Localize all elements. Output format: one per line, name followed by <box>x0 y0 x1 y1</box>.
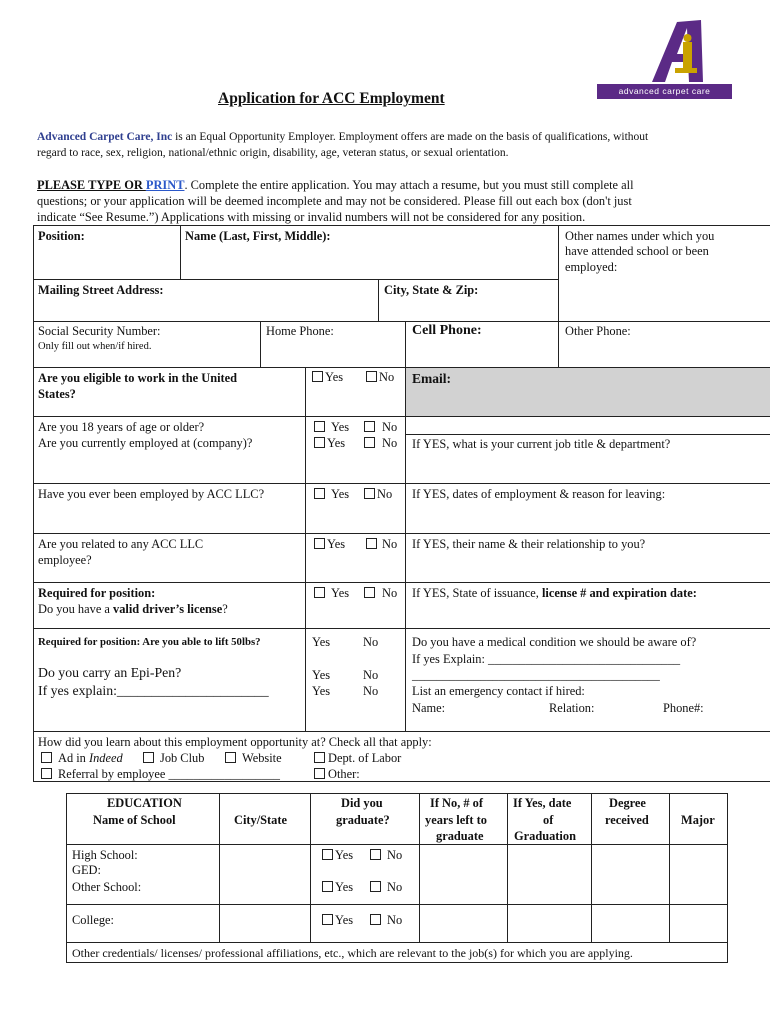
edu-header-years-left-3: graduate <box>436 829 484 843</box>
epipen-yes-label-1[interactable]: Yes <box>312 668 331 682</box>
edu-header-graduation-3: Graduation <box>514 829 576 843</box>
ad-in-text: Ad in <box>58 751 89 765</box>
instructions-line-2: questions; or your application will be deemed incomplete and may not be considered. Please fill out each box (don't just <box>37 194 632 208</box>
employed-now-followup: If YES, what is your current job title & department? <box>412 437 671 451</box>
city-state-zip-input-area[interactable] <box>380 298 557 320</box>
employed-acc-no-checkbox[interactable] <box>364 488 375 499</box>
mailing-address-label: Mailing Street Address: <box>38 283 164 297</box>
eeo-line-1: is an Equal Opportunity Employer. Employment offers are made on the basis of qualifications, without <box>172 131 649 143</box>
epipen-no-label-2[interactable]: No <box>363 684 379 698</box>
print-link[interactable]: PRINT <box>145 178 185 192</box>
other-source-checkbox[interactable] <box>314 768 325 779</box>
employed-now-yes-checkbox[interactable] <box>314 437 325 448</box>
job-club-label: Job Club <box>160 751 205 765</box>
college-graduate-no-label: No <box>387 913 403 927</box>
related-no-label: No <box>382 537 398 551</box>
license-followup <box>412 585 697 601</box>
other-graduate-yes-checkbox[interactable] <box>322 881 333 892</box>
edu-footer-credentials: Other credentials/ licenses/ professional affiliations, etc., which are relevant to the job(s) for which you are applying. <box>72 946 633 960</box>
indeed-text: Indeed <box>88 751 123 765</box>
other-names-label-1: Other names under which you <box>565 229 715 243</box>
edu-header-graduate: graduate? <box>336 813 390 827</box>
other-names-label-2: have attended school or been <box>565 244 709 258</box>
hs-graduate-yes-label: Yes <box>335 848 354 862</box>
eligible-no-label: No <box>379 370 395 384</box>
employed-acc-question: Have you ever been employed by ACC LLC? <box>38 487 265 501</box>
edu-header-education: EDUCATION <box>107 796 182 810</box>
emergency-contact-label: List an emergency contact if hired: <box>412 684 585 698</box>
edu-row-other-school: Other School: <box>72 880 142 894</box>
position-input-area[interactable] <box>34 244 179 278</box>
referral-text: Referral by employee <box>58 767 169 781</box>
medical-question: Do you have a medical condition we should be aware of? <box>412 635 697 649</box>
employed-now-yes-label: Yes <box>327 436 346 450</box>
home-phone-label: Home Phone: <box>266 324 334 338</box>
referral-line[interactable]: __________________ <box>168 767 280 781</box>
related-yes-checkbox[interactable] <box>314 538 325 549</box>
hs-graduate-no-label: No <box>387 848 403 862</box>
name-label: Name (Last, First, Middle): <box>185 229 331 243</box>
epipen-explain[interactable]: If yes explain:______________________ <box>38 683 269 698</box>
age18-question: Are you 18 years of age or older? <box>38 420 205 434</box>
related-question-line-1: Are you related to any ACC LLC <box>38 537 204 551</box>
employed-now-no-checkbox[interactable] <box>364 437 375 448</box>
epipen-no-label-1[interactable]: No <box>363 668 379 682</box>
eeo-statement <box>37 129 648 145</box>
employed-acc-yes-label: Yes <box>331 487 350 501</box>
eligible-question-line-2: States? <box>38 387 76 401</box>
edu-header-received: received <box>605 813 649 827</box>
edu-header-years-left-2: years left to <box>425 813 487 827</box>
college-graduate-no-checkbox[interactable] <box>370 914 381 925</box>
license-no-label: No <box>382 586 398 600</box>
lift-yes-label[interactable]: Yes <box>312 635 331 649</box>
employed-acc-followup: If YES, dates of employment & reason for leaving: <box>412 487 666 501</box>
license-followup-bold: license # and expiration date: <box>541 586 697 600</box>
medical-explain-line[interactable]: ________________________________________ <box>412 668 660 682</box>
website-label: Website <box>242 751 282 765</box>
age18-no-label: No <box>382 420 398 434</box>
email-field-bg <box>406 368 770 416</box>
hs-graduate-no-checkbox[interactable] <box>370 849 381 860</box>
ad-indeed-checkbox[interactable] <box>41 752 52 763</box>
hs-graduate-yes-checkbox[interactable] <box>322 849 333 860</box>
college-graduate-yes-label: Yes <box>335 913 354 927</box>
eligible-question-line-1: Are you eligible to work in the United <box>38 371 238 385</box>
age18-yes-label: Yes <box>331 420 350 434</box>
other-graduate-yes-label: Yes <box>335 880 354 894</box>
employed-now-no-label: No <box>382 436 398 450</box>
eligible-no-checkbox[interactable] <box>366 371 377 382</box>
mailing-address-input-area[interactable] <box>34 298 377 320</box>
ssn-note: Only fill out when/if hired. <box>38 341 152 352</box>
instructions-rest: . Complete the entire application. You may attach a resume, but you must still complete all <box>184 178 634 192</box>
dept-labor-checkbox[interactable] <box>314 752 325 763</box>
license-question <box>38 601 228 617</box>
employed-acc-yes-checkbox[interactable] <box>314 488 325 499</box>
license-yes-label: Yes <box>331 586 350 600</box>
company-logo <box>597 14 732 104</box>
related-question-line-2: employee? <box>38 553 92 567</box>
edu-header-degree: Degree <box>609 796 646 810</box>
cell-phone-label: Cell Phone: <box>412 323 482 338</box>
age18-yes-checkbox[interactable] <box>314 421 325 432</box>
job-club-checkbox[interactable] <box>143 752 154 763</box>
other-names-label-3: employed: <box>565 260 618 274</box>
license-required-label: Required for position: <box>38 586 156 600</box>
related-no-checkbox[interactable] <box>366 538 377 549</box>
emergency-phone-label: Phone#: <box>663 701 704 715</box>
license-followup-text: If YES, State of issuance, <box>412 586 542 600</box>
ssn-label: Social Security Number: <box>38 324 161 338</box>
related-followup: If YES, their name & their relationship to you? <box>412 537 646 551</box>
city-state-zip-label: City, State & Zip: <box>384 283 479 297</box>
email-label: Email: <box>412 371 451 386</box>
college-graduate-yes-checkbox[interactable] <box>322 914 333 925</box>
website-checkbox[interactable] <box>225 752 236 763</box>
page-title: Application for ACC Employment <box>218 90 445 107</box>
other-graduate-no-checkbox[interactable] <box>370 881 381 892</box>
employed-acc-no-label: No <box>377 487 393 501</box>
license-question-mark: ? <box>222 602 228 616</box>
eeo-line-2: regard to race, sex, religion, national/ethnic origin, disability, age, veteran status, or sexual orientation. <box>37 147 509 159</box>
eligible-yes-label: Yes <box>325 370 344 384</box>
logo-text: advanced carpet care <box>618 86 711 96</box>
epipen-question: Do you carry an Epi-Pen? <box>38 665 182 680</box>
employed-now-question: Are you currently employed at (company)? <box>38 436 253 450</box>
emergency-name-label: Name: <box>412 701 446 715</box>
dept-labor-label: Dept. of Labor <box>328 751 402 765</box>
referral-label <box>58 766 280 782</box>
edu-row-high-school: High School: <box>72 848 138 862</box>
instructions-lead: PLEASE TYPE OR <box>37 178 146 192</box>
other-phone-label: Other Phone: <box>565 324 631 338</box>
edu-header-did-you: Did you <box>341 796 383 810</box>
instructions-line-3: indicate “See Resume.”) Applications with missing or invalid numbers will not be considered for any position. <box>37 210 586 224</box>
eligible-yes-checkbox[interactable] <box>312 371 323 382</box>
edu-header-city-state: City/State <box>234 813 287 827</box>
lift-question: Required for position: Are you able to lift 50lbs? <box>38 636 261 648</box>
company-name: Advanced Carpet Care, Inc <box>37 131 173 143</box>
instructions-line-1 <box>37 177 634 193</box>
referral-checkbox[interactable] <box>41 768 52 779</box>
related-yes-label: Yes <box>327 537 346 551</box>
medical-explain[interactable]: If yes Explain: _______________________________ <box>412 652 681 666</box>
edu-header-major: Major <box>681 813 715 827</box>
edu-row-college: College: <box>72 913 114 927</box>
other-source-label: Other: <box>328 767 360 781</box>
edu-row-ged: GED: <box>72 863 101 877</box>
position-label: Position: <box>38 229 85 243</box>
name-input-area[interactable] <box>181 244 557 278</box>
lift-no-label[interactable]: No <box>363 635 379 649</box>
source-question: How did you learn about this employment opportunity at? Check all that apply: <box>38 735 432 749</box>
license-yes-checkbox[interactable] <box>314 587 325 598</box>
epipen-yes-label-2[interactable]: Yes <box>312 684 331 698</box>
age18-no-checkbox[interactable] <box>364 421 375 432</box>
other-names-input-area[interactable] <box>560 278 770 320</box>
edu-header-name-of-school: Name of School <box>93 813 176 827</box>
license-no-checkbox[interactable] <box>364 587 375 598</box>
other-graduate-no-label: No <box>387 880 403 894</box>
emergency-relation-label: Relation: <box>549 701 595 715</box>
ad-indeed-label <box>58 750 123 766</box>
edu-header-graduation-1: If Yes, date <box>513 796 572 810</box>
edu-header-years-left-1: If No, # of <box>430 796 483 810</box>
edu-header-graduation-2: of <box>543 813 554 827</box>
license-question-bold: valid driver’s license <box>113 602 223 616</box>
license-question-text: Do you have a <box>38 602 114 616</box>
